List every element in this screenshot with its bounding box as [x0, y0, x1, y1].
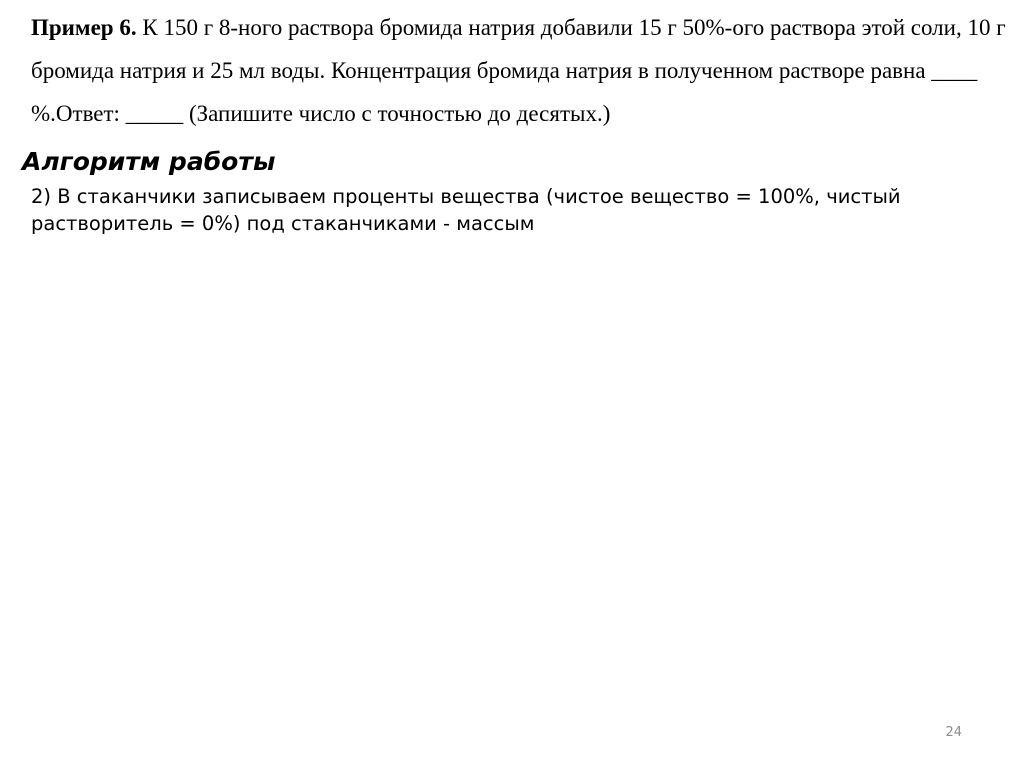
- problem-text: К 150 г 8-ного раствора бромида натрия добавили 15 г 50%-ого раствора этой соли, 10 г бромида натрия и 25 мл воды. Концентрация бромида натрия в полученном растворе равна ____ %.Ответ: _____ (Запишите число с точностью до десятых.): [31, 15, 1006, 126]
- algorithm-step-2: 2) В стаканчики записываем проценты вещества (чистое вещество = 100%, чистый растворитель = 0%) под стаканчиками - массым: [31, 185, 901, 235]
- page-number: 24: [945, 725, 962, 740]
- algorithm-heading: Алгоритм работы: [22, 147, 276, 176]
- problem-label: Пример 6.: [31, 15, 137, 40]
- problem-statement: [31, 6, 1006, 135]
